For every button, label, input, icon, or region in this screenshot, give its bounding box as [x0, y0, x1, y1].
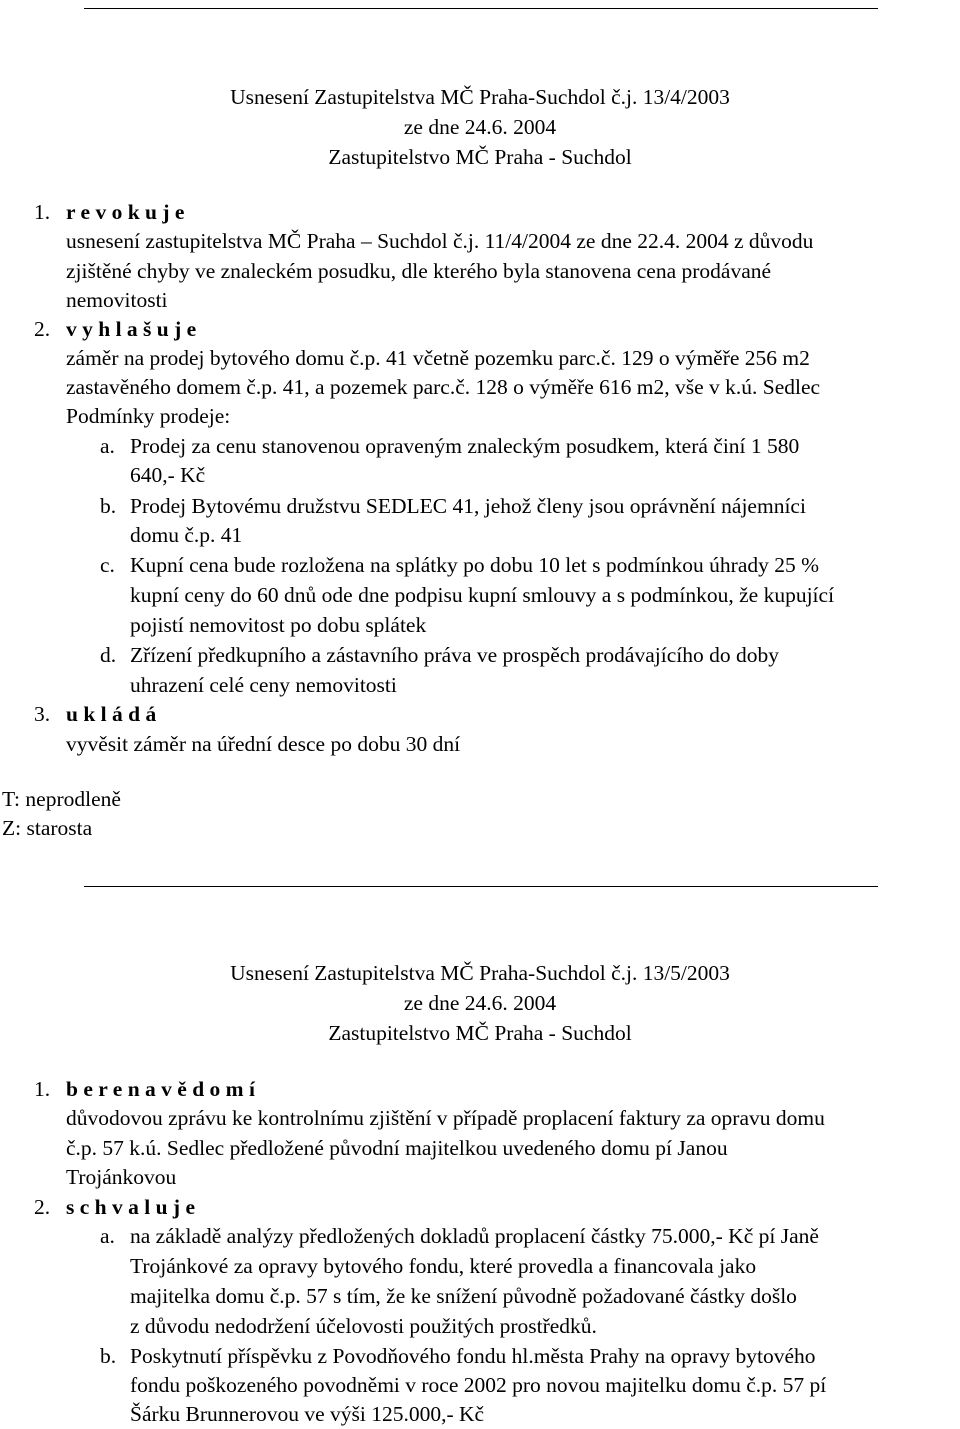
item-text: zastavěného domem č.p. 41, a pozemek parc.č. 128 o výměře 616 m2, vše v k.ú. Sedlec — [66, 375, 821, 399]
item-verb-schvaluje: s c h v a l u j e — [66, 1195, 195, 1219]
resolution-title: Usnesení Zastupitelstva MČ Praha-Suchdol č.j. 13/4/2003 — [230, 85, 730, 109]
item-text: Podmínky prodeje: — [66, 404, 231, 428]
sub-item-marker: b. — [100, 494, 117, 518]
item-verb-bere-na-vedomi: b e r e n a v ě d o m í — [66, 1077, 255, 1101]
item-verb-revokuje: r e v o k u j e — [66, 200, 185, 224]
sub-item-text: Šárku Brunnerovou ve výši 125.000,- Kč — [130, 1402, 485, 1426]
resolution-body: Zastupitelstvo MČ Praha - Suchdol — [328, 145, 632, 169]
resolution-2-header — [0, 958, 960, 1048]
sub-item-text: Zřízení předkupního a zástavního práva ve prospěch prodávajícího do doby — [130, 643, 779, 667]
term-line: T: neprodleně — [2, 787, 121, 811]
sub-item-text: Poskytnutí příspěvku z Povodňového fondu hl.města Prahy na opravy bytového — [130, 1344, 816, 1368]
sub-item-marker: c. — [100, 553, 115, 577]
sub-item-text: Kupní cena bude rozložena na splátky po dobu 10 let s podmínkou úhrady 25 % — [130, 553, 820, 577]
sub-item-text: fondu poškozeného povodněmi v roce 2002 pro novou majitelku domu č.p. 57 pí — [130, 1373, 827, 1397]
sub-item-text: majitelka domu č.p. 57 s tím, že ke snížení původně požadované částky došlo — [130, 1284, 797, 1308]
sub-item-text: Prodej za cenu stanovenou opraveným znaleckým posudkem, která činí 1 580 — [130, 434, 800, 458]
sub-item-marker: b. — [100, 1344, 117, 1368]
item-text: usnesení zastupitelstva MČ Praha – Suchdol č.j. 11/4/2004 ze dne 22.4. 2004 z důvodu — [66, 229, 814, 253]
middle-divider — [84, 886, 878, 887]
sub-item-text: z důvodu nedodržení účelovosti použitých prostředků. — [130, 1314, 597, 1338]
sub-item-text: na základě analýzy předložených dokladů proplacení částky 75.000,- Kč pí Janě — [130, 1224, 819, 1248]
item-verb-vyhlasuje: v y h l a š u j e — [66, 317, 197, 341]
sub-item-text: Prodej Bytovému družstvu SEDLEC 41, jehož členy jsou oprávnění nájemníci — [130, 494, 806, 518]
item-number: 2. — [34, 1195, 51, 1219]
resolution-1-header — [0, 82, 960, 172]
sub-item-marker: a. — [100, 1224, 115, 1248]
item-text: důvodovou zprávu ke kontrolnímu zjištění v případě proplacení faktury za opravu domu — [66, 1106, 825, 1130]
sub-item-marker: a. — [100, 434, 115, 458]
item-number: 2. — [34, 317, 51, 341]
sub-item-text: kupní ceny do 60 dnů ode dne podpisu kupní smlouvy a s podmínkou, že kupující — [130, 583, 835, 607]
item-number: 1. — [34, 200, 51, 224]
item-text: vyvěsit záměr na úřední desce po dobu 30 dní — [66, 732, 461, 756]
sub-item-text: 640,- Kč — [130, 463, 206, 487]
item-text: č.p. 57 k.ú. Sedlec předložené původní majitelkou uvedeného domu pí Janou — [66, 1136, 728, 1160]
responsible-line: Z: starosta — [2, 816, 93, 840]
resolution-date: ze dne 24.6. 2004 — [403, 115, 557, 139]
item-text: Trojánkovou — [66, 1165, 177, 1189]
item-number: 1. — [34, 1077, 51, 1101]
resolution-body: Zastupitelstvo MČ Praha - Suchdol — [328, 1021, 632, 1045]
item-text: zjištěné chyby ve znaleckém posudku, dle kterého byla stanovena cena prodávané — [66, 259, 772, 283]
item-number: 3. — [34, 702, 51, 726]
resolution-date: ze dne 24.6. 2004 — [403, 991, 557, 1015]
sub-item-text: uhrazení celé ceny nemovitosti — [130, 673, 397, 697]
top-divider — [84, 8, 878, 9]
sub-item-marker: d. — [100, 643, 117, 667]
sub-item-text: domu č.p. 41 — [130, 523, 243, 547]
item-text: záměr na prodej bytového domu č.p. 41 včetně pozemku parc.č. 129 o výměře 256 m2 — [66, 346, 810, 370]
resolution-title: Usnesení Zastupitelstva MČ Praha-Suchdol č.j. 13/5/2003 — [230, 961, 730, 985]
item-verb-uklada: u k l á d á — [66, 702, 157, 726]
sub-item-text: Trojánkové za opravy bytového fondu, které provedla a financovala jako — [130, 1254, 757, 1278]
sub-item-text: pojistí nemovitost po dobu splátek — [130, 613, 427, 637]
item-text: nemovitosti — [66, 288, 168, 312]
